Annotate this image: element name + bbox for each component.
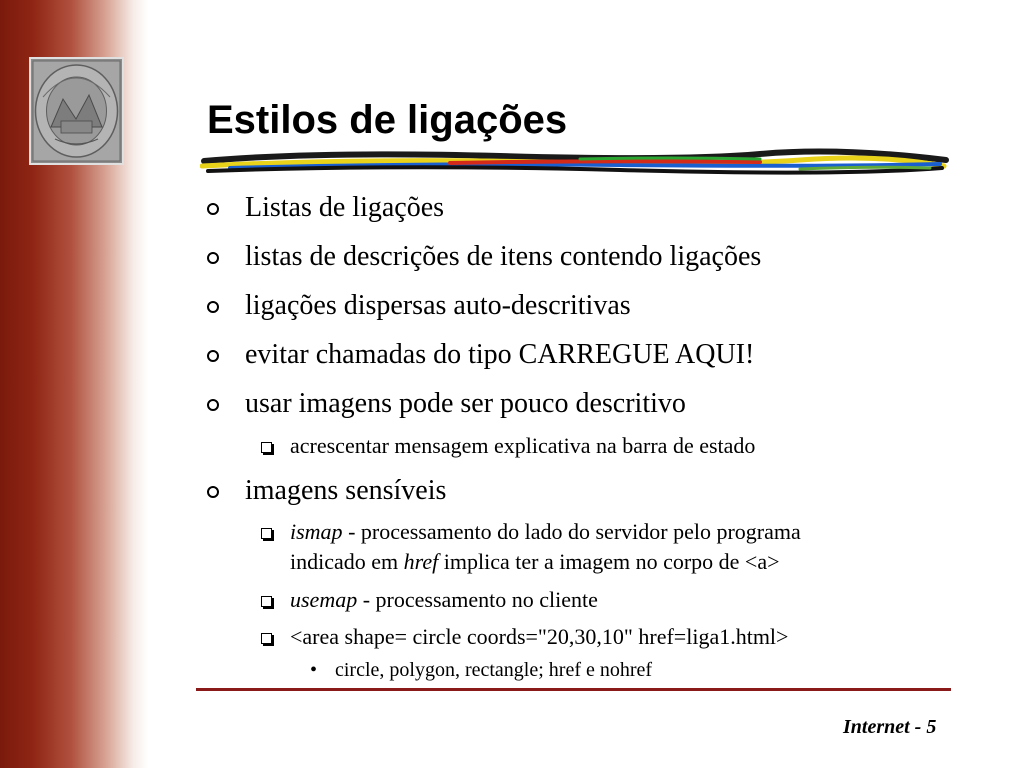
sub-bullet-text xyxy=(290,517,801,577)
hollow-circle-bullet-icon xyxy=(207,301,219,313)
square-bullet-icon xyxy=(261,528,272,539)
ismap-description: - processamento do lado do servidor pelo programa xyxy=(342,519,801,544)
footer-divider xyxy=(196,688,951,691)
usemap-term: usemap xyxy=(290,587,358,612)
sub-bullet-text xyxy=(290,585,598,615)
slide-title: Estilos de ligações xyxy=(207,98,568,142)
sub-bullet-text: <area shape= circle coords="20,30,10" href=liga1.html> xyxy=(290,624,789,649)
hollow-circle-bullet-icon xyxy=(207,203,219,215)
hollow-circle-bullet-icon xyxy=(207,252,219,264)
hollow-circle-bullet-icon xyxy=(207,350,219,362)
square-bullet-icon xyxy=(261,633,272,644)
ismap-term: ismap xyxy=(290,519,343,544)
bullet-text: ligações dispersas auto-descritivas xyxy=(245,290,631,321)
bullet-text: usar imagens pode ser pouco descritivo xyxy=(245,388,686,419)
slide-footer: Internet - 5 xyxy=(843,716,937,738)
hollow-circle-bullet-icon xyxy=(207,399,219,411)
bullet-text: Listas de ligações xyxy=(245,192,445,223)
bullet-text: listas de descrições de itens contendo ligações xyxy=(245,241,762,272)
square-bullet-icon xyxy=(261,442,272,453)
square-bullet-icon xyxy=(261,596,272,607)
ismap-description-cont: indicado em xyxy=(290,549,404,574)
sub-bullet-text: acrescentar mensagem explicativa na barra de estado xyxy=(290,433,756,458)
university-seal-logo xyxy=(29,57,124,165)
dot-bullet-icon: • xyxy=(310,659,318,681)
hollow-circle-bullet-icon xyxy=(207,486,219,498)
sub-sub-bullet-text: circle, polygon, rectangle; href e nohref xyxy=(335,659,653,681)
usemap-description: - processamento no cliente xyxy=(357,587,598,612)
ismap-description-end: implica ter a imagem no corpo de <a> xyxy=(438,549,780,574)
href-term: href xyxy=(403,549,439,574)
bullet-text: imagens sensíveis xyxy=(245,475,447,506)
bullet-text: evitar chamadas do tipo CARREGUE AQUI! xyxy=(245,339,755,370)
decorative-brush-stroke xyxy=(200,148,950,182)
